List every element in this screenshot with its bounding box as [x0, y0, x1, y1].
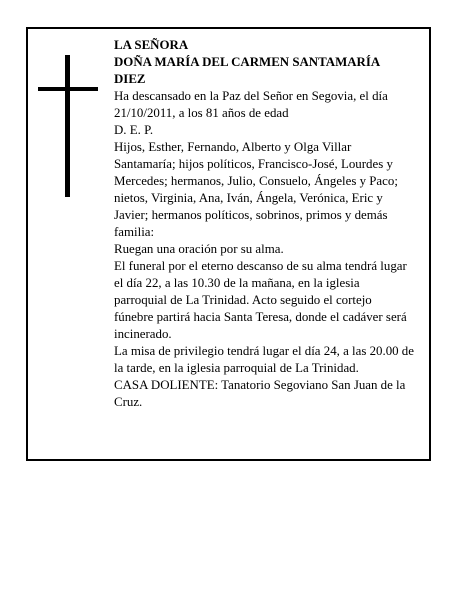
rip-line: D. E. P. — [114, 123, 154, 137]
death-announcement: Ha descansado en la Paz del Señor en Segovia, el día 21/10/2011, a los 81 años de edad — [114, 89, 388, 120]
mourning-house: CASA DOLIENTE: Tanatorio Segoviano San Juan de la Cruz. — [114, 378, 406, 409]
mass-details: La misa de privilegio tendrá lugar el día 24, a las 20.00 de la tarde, en la iglesia parroquial de La Trinidad. — [114, 344, 414, 375]
notice-text — [114, 37, 414, 411]
deceased-name: DOÑA MARÍA DEL CARMEN SANTAMARÍA DIEZ — [114, 55, 380, 86]
prayer-request: Ruegan una oración por su alma. — [114, 242, 284, 256]
family-list: Hijos, Esther, Fernando, Alberto y Olga Villar Santamaría; hijos políticos, Francisco-José, Lourdes y Mercedes; hermanos, Julio, Consuelo, Ángeles y Paco; nietos, Virginia, Ana, Iván, Ángela, Verónica, Eric y Javier; hermanos políticos, sobrinos, primos y demás familia: — [114, 140, 398, 239]
notice-title: LA SEÑORA — [114, 38, 189, 52]
cross-icon — [38, 55, 98, 197]
funeral-details: El funeral por el eterno descanso de su alma tendrá lugar el día 22, a las 10.30 de la mañana, en la iglesia parroquial de La Trinidad. Acto seguido el cortejo fúnebre partirá hacia Santa Teresa, donde el cadáver será incinerado. — [114, 259, 407, 341]
cross-vertical-bar — [65, 55, 70, 197]
cross-horizontal-bar — [38, 87, 98, 91]
